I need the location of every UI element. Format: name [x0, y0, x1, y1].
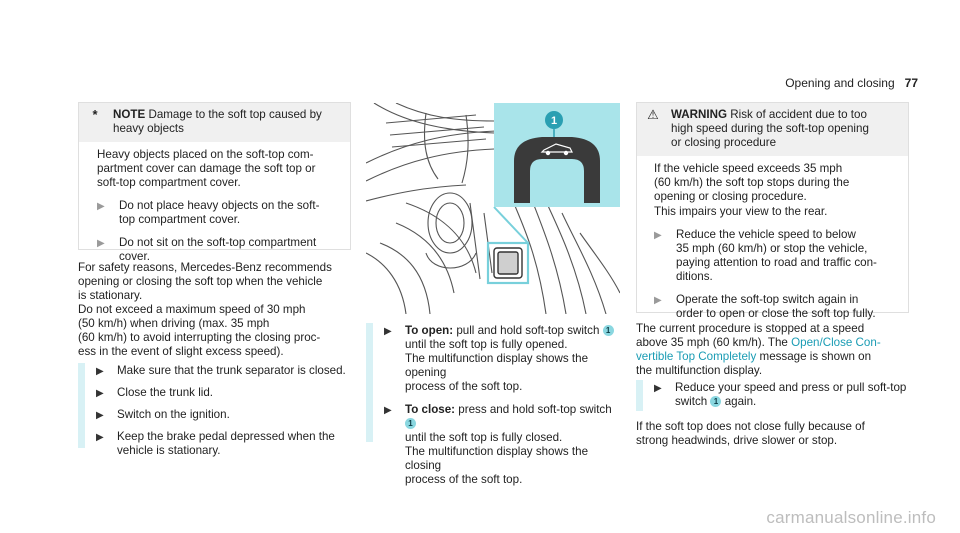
- step-item: ▶ Close the trunk lid.: [96, 386, 214, 399]
- warning-bullet: ▶ Reduce the vehicle speed to below 35 mph (60 km/h) or stop the vehicle, paying attention to road and traffic con- ditions.: [654, 228, 877, 283]
- running-header: [785, 76, 918, 90]
- step-item: ▶ Keep the brake pedal depressed when the vehicle is stationary.: [96, 430, 335, 457]
- warning-body: If the vehicle speed exceeds 35 mph (60 km/h) the soft top stops during the opening or closing procedure. This impairs your view to the rear. ▶ Reduce the vehicle speed to below 35 mph (60 km/h) or stop the vehicle, paying attention to road and traffic con- ditions. ▶ Operate the soft-top switch again in order to open or close the soft top fully.: [637, 156, 908, 321]
- display-message: Open/Close Con-: [791, 336, 881, 349]
- arrow-icon: ▶: [96, 388, 104, 399]
- step-label: To close:: [405, 403, 456, 416]
- warning-title: Risk of accident due to too: [730, 108, 867, 121]
- right-text: The current procedure is stopped at a speed above 35 mph (60 km/h). The Open/Close Con- vertible Top Completely message is shown on the multifunction display.: [636, 322, 881, 377]
- callout-number: 1: [550, 115, 558, 127]
- step-label: To open:: [405, 324, 454, 337]
- note-title-cont: heavy objects: [113, 122, 184, 135]
- note-bullet: ▶ Do not place heavy objects on the soft- top compartment cover.: [97, 199, 320, 226]
- warning-box: [636, 102, 909, 320]
- step-item: ▶ Make sure that the trunk separator is closed.: [96, 364, 346, 377]
- section-title: Opening and closing: [785, 76, 895, 90]
- paragraph: ess in the event of slight excess speed).: [78, 345, 284, 358]
- arrow-icon: ▶: [97, 201, 105, 212]
- watermark: carmanualsonline.info: [766, 508, 936, 527]
- center-console-illustration: [366, 103, 620, 314]
- paragraph: opening or closing the soft top when the vehicle: [78, 275, 323, 288]
- page-number: 77: [904, 76, 918, 90]
- paragraph: (50 km/h) when driving (max. 35 mph: [78, 317, 270, 330]
- console-figure: [366, 103, 620, 314]
- arrow-icon: ▶: [96, 432, 104, 443]
- step-open: ▶ To open: pull and hold soft-top switch 1 until the soft top is fully opened. The multifunction display shows the opening process of the soft top.: [384, 324, 622, 394]
- left-text: [78, 261, 358, 359]
- arrow-icon: ▶: [384, 405, 392, 416]
- arrow-icon: ▶: [654, 383, 662, 394]
- arrow-icon: ▶: [96, 410, 104, 421]
- note-text: partment cover can damage the soft top or: [97, 162, 316, 175]
- arrow-icon: ▶: [654, 230, 662, 241]
- note-body: [79, 142, 350, 264]
- note-box: [78, 102, 351, 263]
- note-bullet: ▶ Do not sit on the soft-top compartment cover.: [97, 236, 317, 263]
- note-text: soft-top compartment cover.: [97, 176, 241, 189]
- step-item: ▶ Switch on the ignition.: [96, 408, 230, 421]
- arrow-icon: ▶: [97, 238, 105, 249]
- note-header: [79, 103, 350, 142]
- callout-badge: 1: [405, 418, 416, 429]
- paragraph: is stationary.: [78, 289, 143, 302]
- note-title: Damage to the soft top caused by: [148, 108, 322, 121]
- warning-bullet: ▶ Operate the soft-top switch again in order to open or close the soft top fully.: [654, 293, 876, 320]
- arrow-icon: ▶: [384, 326, 392, 337]
- steps-list: [78, 363, 360, 457]
- right-step: [636, 380, 910, 411]
- paragraph: (60 km/h) to avoid interrupting the closing proc-: [78, 331, 321, 344]
- callout-badge: 1: [603, 325, 614, 336]
- paragraph: Do not exceed a maximum speed of 30 mph: [78, 303, 306, 316]
- step-item: ▶ Reduce your speed and press or pull soft-top switch 1 again.: [654, 381, 907, 408]
- warning-triangle-icon: ⚠: [647, 107, 659, 122]
- callout-badge: 1: [710, 396, 721, 407]
- step-close: ▶ To close: press and hold soft-top switch 1 until the soft top is fully closed. The multifunction display shows the closing process of the soft top.: [384, 403, 612, 486]
- note-text: Heavy objects placed on the soft-top com-: [97, 148, 314, 161]
- asterisk-icon: *: [92, 107, 98, 122]
- warning-label: WARNING: [671, 108, 728, 121]
- note-label: NOTE: [113, 108, 146, 121]
- open-close-steps: [366, 323, 622, 486]
- right-note: If the soft top does not close fully because of strong headwinds, drive slower or stop.: [636, 420, 865, 447]
- display-message-cont: vertible Top Completely: [636, 350, 757, 363]
- arrow-icon: ▶: [96, 366, 104, 377]
- arrow-icon: ▶: [654, 295, 662, 306]
- paragraph: For safety reasons, Mercedes-Benz recommends: [78, 261, 332, 274]
- warning-header: ⚠ WARNING Risk of accident due to too high speed during the soft-top opening or closing procedure: [637, 103, 908, 156]
